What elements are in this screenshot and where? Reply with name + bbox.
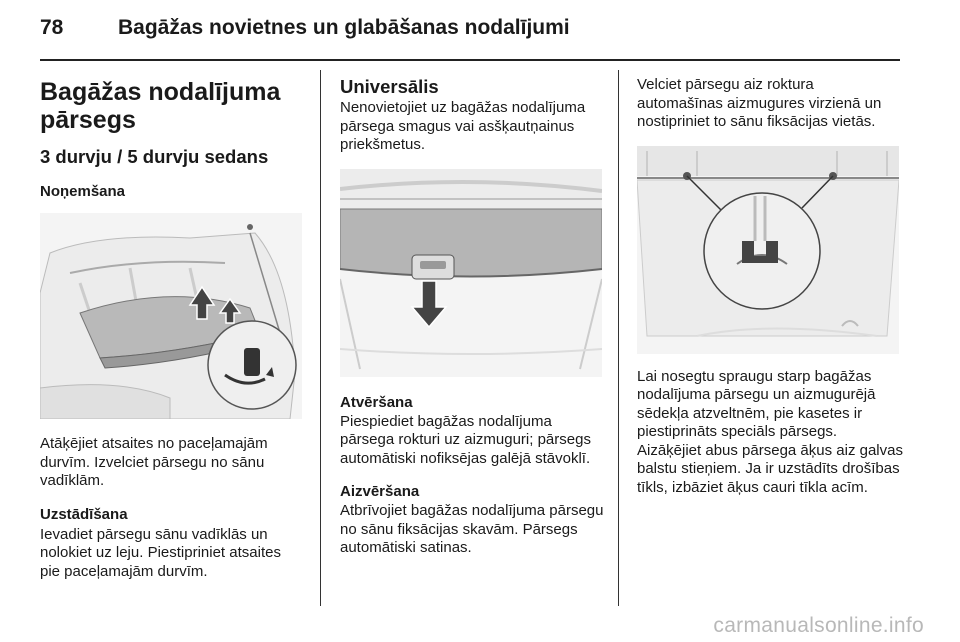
- column-separator-2: [618, 70, 619, 606]
- hooks-text: Aizāķējiet abus pārsega āķus aiz galvas balstu stieņiem. Ja ir uzstādīts drošības tīkls, izbāziet āķus cauri tīkla acīm.: [637, 441, 903, 496]
- estate-cover-drawing: [340, 169, 602, 377]
- warning-text: Nenovietojiet uz bagāžas nodalījuma pārsega smagus vai asšķautņainus priekšmetus.: [340, 99, 586, 153]
- closing-heading: Aizvēršana: [340, 483, 420, 500]
- removal-text: Atāķējiet atsaites no paceļamajām durvīm. Izvelciet pārsegu no sānu vadīklām.: [40, 435, 268, 489]
- opening-text: Piespiediet bagāžas nodalījuma pārsega rokturi uz aizmuguri; pārsegs automātiski nofiksējas galējā stāvoklī.: [340, 412, 591, 467]
- subsection-title: 3 durvju / 5 durvju sedans: [40, 146, 269, 167]
- estate-cargo-cover-illustration: [340, 169, 602, 377]
- opening-heading: Atvēršana: [340, 393, 413, 411]
- installation-text: Ievadiet pārsegu sānu vadīklās un nolokiet uz leju. Piestipriniet atsaites pie paceļamajām durvīm.: [40, 525, 281, 580]
- pull-cover-text: Velciet pārsegu aiz roktura automašīnas aizmugures virzienā un nostipriniet to sānu fiksācijas vietās.: [637, 76, 882, 130]
- column-2: [340, 70, 608, 558]
- hatchback-trunk-illustration: [40, 213, 302, 419]
- column-separator-1: [320, 70, 321, 606]
- column-3: [637, 70, 903, 497]
- watermark: carmanualsonline.info: [713, 614, 924, 637]
- cover-hook-illustration: [637, 146, 899, 354]
- installation-heading: Uzstādīšana: [40, 505, 128, 523]
- section-title-line-2: pārsegs: [40, 106, 136, 134]
- closing-text: Atbrīvojiet bagāžas nodalījuma pārsegu no sānu fiksācijas skavām. Pārsegs automātiski satinas.: [340, 502, 604, 556]
- cover-hook-drawing: [637, 146, 899, 354]
- removal-heading: Noņemšana: [40, 183, 126, 200]
- section-title: [40, 78, 302, 134]
- chapter-title: Bagāžas novietnes un glabāšanas nodalījumi: [118, 16, 570, 39]
- page-number: 78: [40, 16, 64, 39]
- section-title: Universālis: [340, 76, 439, 97]
- column-1: [40, 70, 302, 581]
- header-rule: [40, 59, 900, 61]
- section-title-line-1: Bagāžas nodalījuma: [40, 78, 281, 106]
- gap-cover-text: Lai nosegtu spraugu starp bagāžas nodalījuma pārsegu un aizmugurējā sēdekļa atzveltnēm, pie kasetes ir piestiprināts speciāls pārsegs.: [637, 367, 876, 440]
- hatchback-trunk-drawing: [40, 213, 302, 419]
